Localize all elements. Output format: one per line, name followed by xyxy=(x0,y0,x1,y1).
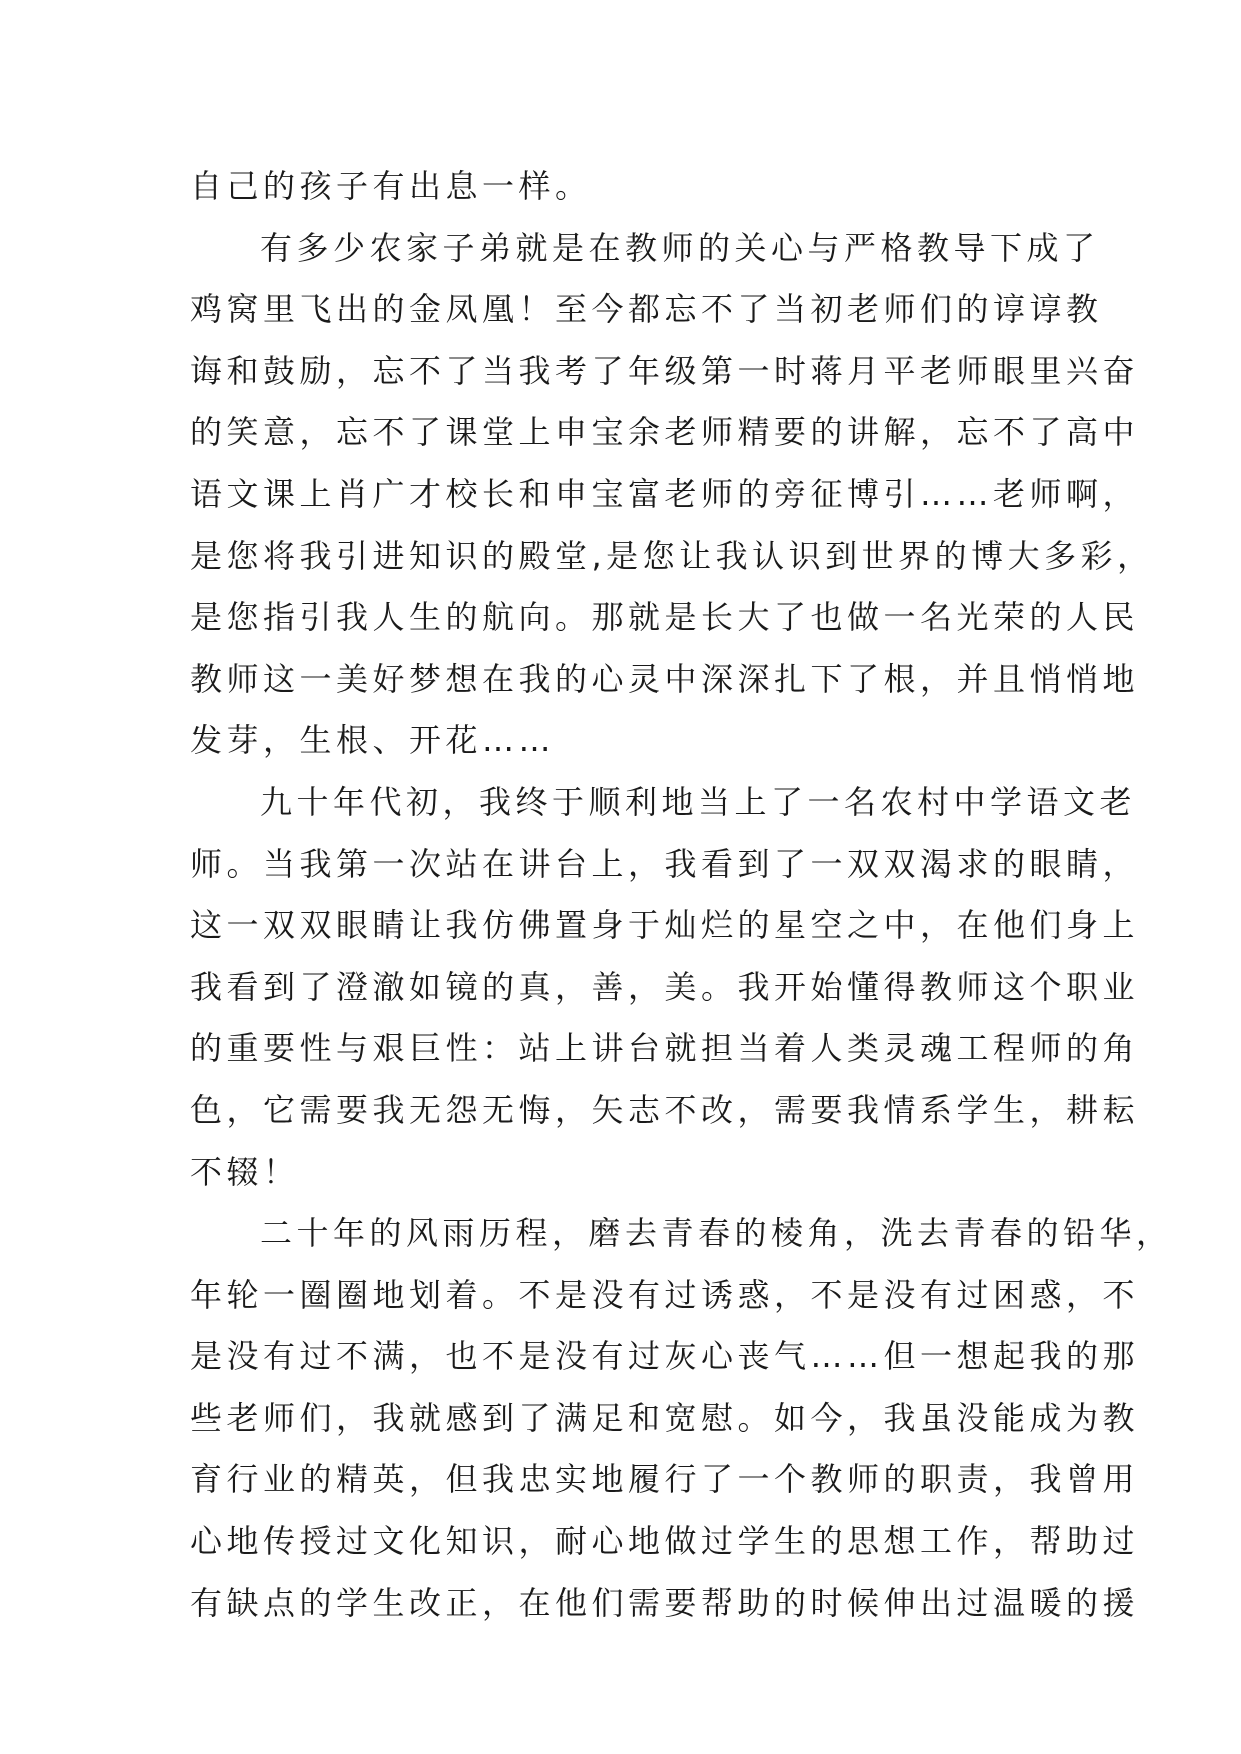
text-line: 我看到了澄澈如镜的真，善，美。我开始懂得教师这个职业 xyxy=(190,967,1140,1006)
text-line: 自己的孩子有出息一样。 xyxy=(190,167,592,205)
paragraph-start-line: 九十年代初，我终于顺利地当上了一名农村中学语文老 xyxy=(260,782,1137,821)
paragraph-start-line: 有多少农家子弟就是在教师的关心与严格教导下成了 xyxy=(260,228,1100,267)
text-line: 语文课上肖广才校长和申宝富老师的旁征博引……老师啊， xyxy=(190,474,1140,513)
text-line: 发芽，生根、开花…… xyxy=(190,721,556,760)
text-line: 诲和鼓励，忘不了当我考了年级第一时蒋月平老师眼里兴奋 xyxy=(190,351,1140,390)
text-line: 这一双双眼睛让我仿佛置身于灿烂的星空之中，在他们身上 xyxy=(190,906,1140,945)
text-line: 色，它需要我无怨无悔，矢志不改，需要我情系学生，耕耘 xyxy=(190,1090,1140,1129)
text-line: 是您指引我人生的航向。那就是长大了也做一名光荣的人民 xyxy=(190,598,1140,637)
paragraph-start-line: 二十年的风雨历程，磨去青春的棱角，洗去青春的铅华， xyxy=(260,1214,1173,1253)
text-line: 有缺点的学生改正，在他们需要帮助的时候伸出过温暖的援 xyxy=(190,1583,1140,1622)
text-line: 师。当我第一次站在讲台上，我看到了一双双渴求的眼睛， xyxy=(190,844,1140,883)
text-line: 些老师们，我就感到了满足和宽慰。如今，我虽没能成为教 xyxy=(190,1398,1140,1437)
text-line: 鸡窝里飞出的金凤凰！至今都忘不了当初老师们的谆谆教 xyxy=(190,290,1103,329)
text-line: 不辍！ xyxy=(190,1152,300,1191)
text-line: 是您将我引进知识的殿堂,是您让我认识到世界的博大多彩， xyxy=(190,536,1154,575)
text-line: 心地传授过文化知识，耐心地做过学生的思想工作，帮助过 xyxy=(190,1522,1140,1561)
text-line: 年轮一圈圈地划着。不是没有过诱惑，不是没有过困惑，不 xyxy=(190,1275,1140,1314)
text-line: 育行业的精英，但我忠实地履行了一个教师的职责，我曾用 xyxy=(190,1460,1140,1499)
body-text xyxy=(190,156,1173,1634)
text-line: 是没有过不满，也不是没有过灰心丧气……但一想起我的那 xyxy=(190,1337,1140,1376)
text-line: 教师这一美好梦想在我的心灵中深深扎下了根，并且悄悄地 xyxy=(190,659,1140,698)
text-line: 的笑意，忘不了课堂上申宝余老师精要的讲解，忘不了高中 xyxy=(190,413,1140,452)
text-line: 的重要性与艰巨性：站上讲台就担当着人类灵魂工程师的角 xyxy=(190,1029,1140,1068)
